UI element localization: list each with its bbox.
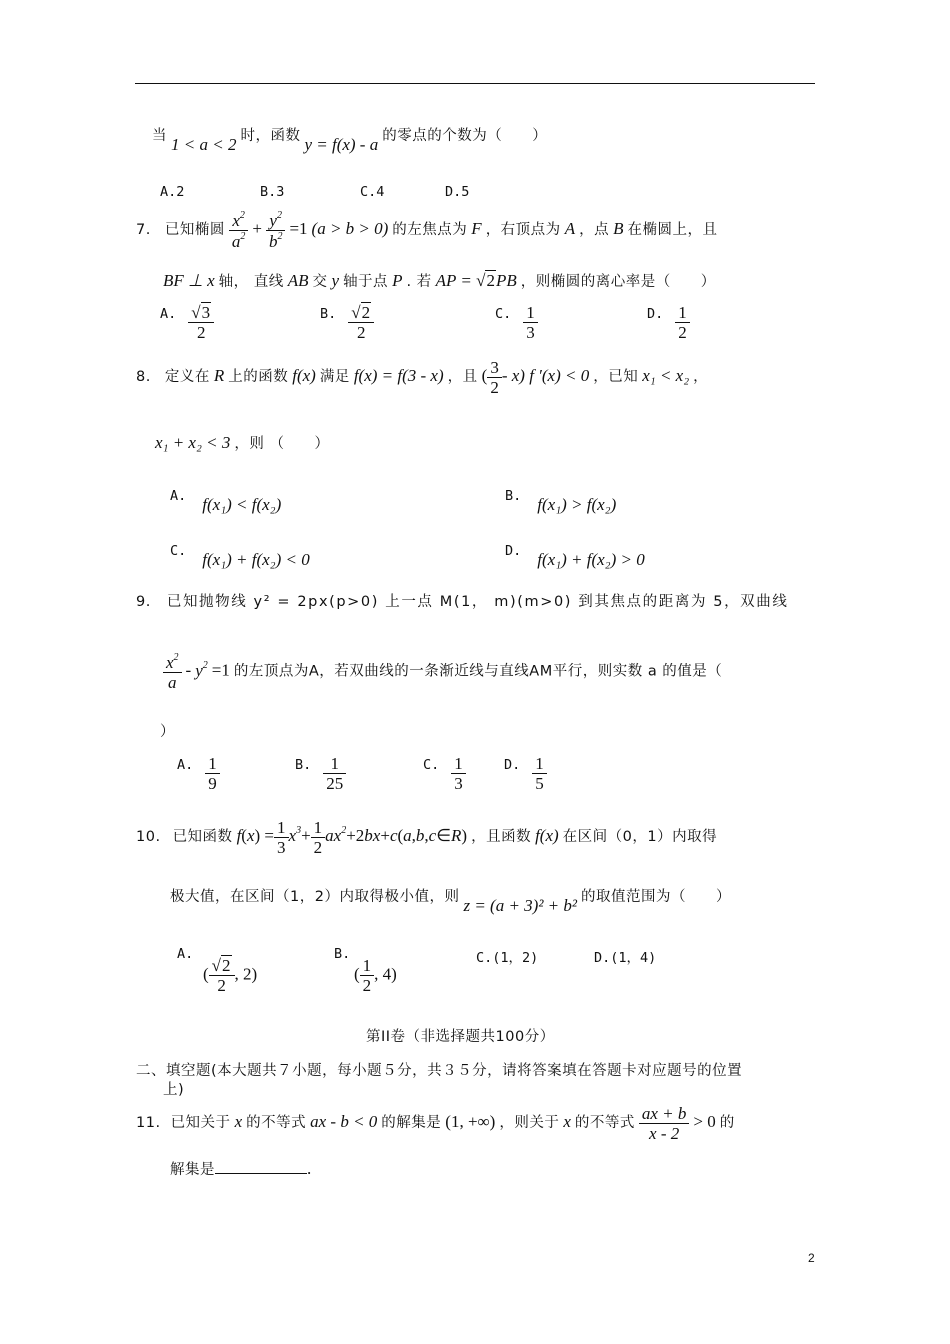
q10-number: 10.: [136, 829, 161, 846]
q7-number: 7.: [136, 222, 151, 239]
q6-option-d: D.5: [445, 184, 470, 200]
q6-tail-line: [152, 124, 548, 154]
q8-option-a: A. f(x₁) < f(x₂): [170, 488, 282, 514]
section-heading: 二、填空题(本大题共７小题，每小题５分，共３５分，请将答案填在答题卡对应题号的位置: [136, 1063, 743, 1079]
q8-option-c: C. f(x₁) + f(x₂) < 0: [170, 543, 310, 569]
section-heading-cont: 上): [163, 1082, 185, 1098]
q7-bf-perp: BF ⊥ x: [163, 271, 215, 290]
q9-option-a: $^{A.}$ $\frac{1}{9}$: [177, 754, 220, 793]
q7-text1: 已知椭圆: [164, 222, 225, 239]
q8-line1: 8. 定义在 R 上的函数 f(x) 满足 f(x) = f(3 - x) ，且 ( $\frac{3}{2}$ - x) f ′(x) < 0 ，已知 x₁ < x₂ ，: [136, 358, 709, 397]
q9-number: 9.: [136, 594, 151, 610]
q9-line1: 9. 已知抛物线 y² = 2px(p>0) 上一点 M(1， m)(m>0) 到其焦点的距离为 5，双曲线: [136, 594, 789, 610]
q6-when: 当: [152, 128, 167, 144]
q11-number: 11.: [136, 1115, 161, 1132]
q6-option-c: C.4: [360, 184, 385, 200]
q8-derivative-cond: - x) f ′(x) < 0: [501, 366, 590, 386]
q11-line1: 11. 已知关于 x 的不等式 ax - b < 0 的解集是 (1, +∞) ，则关于 x 的不等式 $\frac{ax + b}{x - 2}$ > 0 的: [136, 1104, 735, 1143]
q7-option-c: $^{C.}$ $\frac{1}{3}$: [495, 303, 538, 342]
q6-condition: 1 < a < 2: [171, 135, 237, 154]
q7-x2-over-a2: $\frac{x^2}{a^2}$: [229, 210, 249, 251]
q9-line3: ）: [160, 724, 175, 740]
q8-symmetry: f(x) = f(3 - x): [353, 366, 444, 386]
q8-number: 8.: [136, 369, 151, 386]
q9-option-b: $^{B.}$ $\frac{1}{25}$: [295, 754, 346, 793]
section-title: 第II卷（非选择题共100分）: [366, 1029, 555, 1045]
q9-option-d: $^{D.}$ $\frac{1}{5}$: [504, 754, 547, 793]
q10-option-c: C.(1，2): [476, 950, 539, 966]
q9-hyperbola-frac: $\frac{x^2}{a}$: [163, 652, 182, 692]
q7-line1: 7. 已知椭圆 $\frac{x^2}{a^2}$ + $\frac{y^2}{b^2}$ =1 (a > b > 0) 的左焦点为 F ，右顶点为 A ，点 B 在椭圆上，且: [136, 210, 718, 251]
q10-line1: 10. 已知函数 f(x) = $\frac{1}{3}$ $x^3+$ $\frac{1}{2}$ $ax^2+2bx+c(a,b,c\in R)$ ，且函数 f(x) 在区间（0，1）内取得: [136, 818, 718, 857]
q8-option-b: B. f(x₁) > f(x₂): [505, 488, 617, 514]
q6-function: y = f(x) - a: [304, 135, 379, 154]
q7-condition: (a > b > 0): [311, 219, 389, 239]
q7-y2-over-b2: $\frac{y^2}{b^2}$: [266, 210, 286, 251]
q9-line2: $\frac{x^2}{a}$ - $y^2 =1$ 的左顶点为A，若双曲线的一条渐近线与直线AM平行，则实数 a 的值是（: [163, 652, 722, 692]
q10-line2: 极大值，在区间（1，2）内取得极小值，则 z = (a + 3)² + b² 的取值范围为（ ）: [170, 889, 731, 915]
q7-option-b: $^{B.}$ $\frac{√2}{2}$: [320, 303, 374, 342]
q10-option-d: D.(1，4): [594, 950, 657, 966]
q6-option-b: B.3: [260, 184, 285, 200]
q11-fraction: $\frac{ax + b}{x - 2}$: [639, 1104, 690, 1143]
page-number: 2: [808, 1251, 815, 1265]
q7-option-d: $^{D.}$ $\frac{1}{2}$: [647, 303, 690, 342]
q6-option-a: A.2: [160, 184, 185, 200]
header-rule: [135, 83, 815, 84]
q7-option-a: $^{A.}$ $\frac{√3}{2}$: [160, 303, 214, 342]
q11-line2: 解集是 .: [170, 1159, 312, 1178]
q8-option-d: D. f(x₁) + f(x₂) > 0: [505, 543, 645, 569]
q6-ask: 的零点的个数为（ ）: [382, 128, 548, 144]
q6-func-word: 时，函数: [240, 128, 301, 144]
answer-blank[interactable]: [215, 1159, 307, 1174]
q7-line2: BF ⊥ x 轴， 直线 AB 交 y 轴于点 P . 若 AP = √2PB ，则椭圆的离心率是（ ）: [163, 271, 716, 290]
q9-option-c: $^{C.}$ $\frac{1}{3}$: [423, 754, 466, 793]
q8-line2: x₁ + x₂ < 3 ，则 （ ）: [155, 433, 330, 452]
